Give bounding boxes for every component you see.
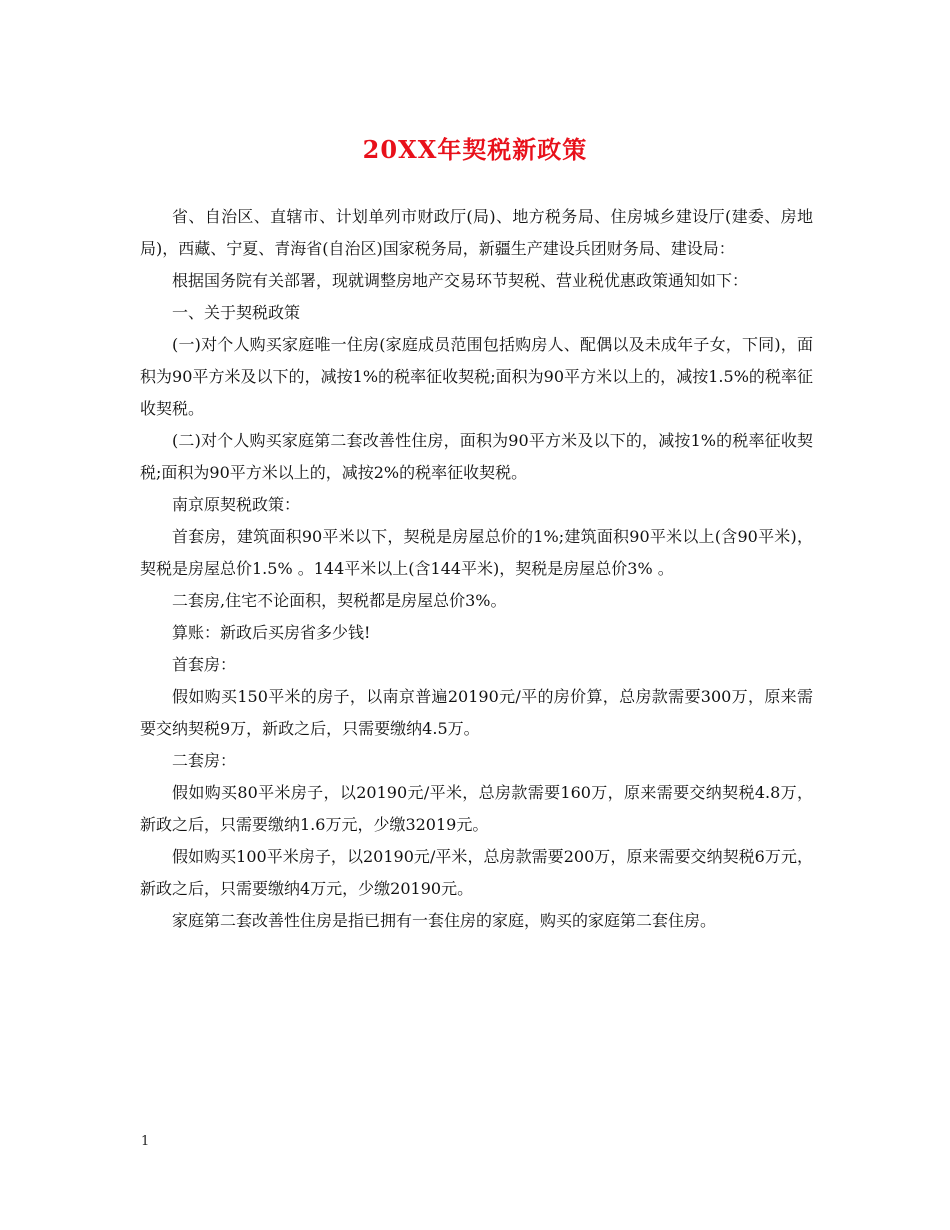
page-number: 1 <box>141 1134 150 1149</box>
paragraph-policy-1: (一)对个人购买家庭唯一住房(家庭成员范围包括购房人、配偶以及未成年子女，下同)，面积为90平方米及以下的，减按1%的税率征收契税;面积为90平方米以上的，减按1.5%的税率征收契税。 <box>140 335 813 418</box>
paragraph-nanjing-first-home: 首套房，建筑面积90平米以下，契税是房屋总价的1%;建筑面积90平米以上(含90平米)，契税是房屋总价1.5% 。144平米以上(含144平米)，契税是房屋总价3% 。 <box>140 527 813 578</box>
paragraph-policy-2: (二)对个人购买家庭第二套改善性住房，面积为90平方米及以下的，减按1%的税率征收契税;面积为90平方米以上的，减按2%的税率征收契税。 <box>140 431 813 482</box>
paragraph-first-home-label: 首套房： <box>172 655 237 674</box>
paragraph-nanjing-heading: 南京原契税政策： <box>172 495 301 514</box>
paragraph-second-home-example-1: 假如购买80平米房子，以20190元/平米，总房款需要160万，原来需要交纳契税4.8万，新政之后，只需要缴纳1.6万元，少缴32019元。 <box>140 783 813 834</box>
paragraph-first-home-example: 假如购买150平米的房子，以南京普遍20190元/平的房价算，总房款需要300万，原来需要交纳契税9万，新政之后，只需要缴纳4.5万。 <box>140 687 813 738</box>
paragraph-second-home-example-2: 假如购买100平米房子，以20190元/平米，总房款需要200万，原来需要交纳契税6万元，新政之后，只需要缴纳4万元，少缴20190元。 <box>140 847 813 898</box>
document-body <box>140 201 813 937</box>
paragraph-second-home-label: 二套房： <box>172 751 237 770</box>
paragraph-definition: 家庭第二套改善性住房是指已拥有一套住房的家庭，购买的家庭第二套住房。 <box>172 911 717 930</box>
document-title: 20XX年契税新政策 <box>362 135 588 164</box>
section-heading-deed-tax: 一、关于契税政策 <box>172 303 301 322</box>
paragraph-calculation-heading: 算账：新政后买房省多少钱! <box>172 623 371 642</box>
paragraph-intro: 根据国务院有关部署，现就调整房地产交易环节契税、营业税优惠政策通知如下： <box>172 271 749 290</box>
paragraph-nanjing-second-home: 二套房,住宅不论面积，契税都是房屋总价3%。 <box>172 591 507 610</box>
paragraph-addressees: 省、自治区、直辖市、计划单列市财政厅(局)、地方税务局、住房城乡建设厅(建委、房地局)，西藏、宁夏、青海省(自治区)国家税务局，新疆生产建设兵团财务局、建设局： <box>140 207 813 258</box>
